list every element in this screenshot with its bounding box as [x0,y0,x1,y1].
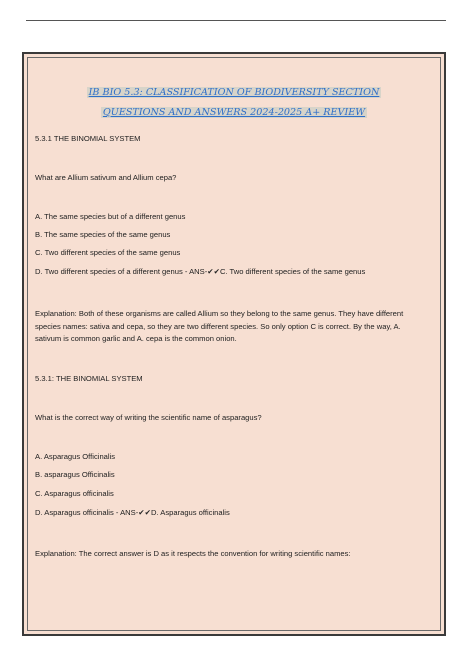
question-1: What are Allium sativum and Allium cepa? [35,173,177,182]
option-2c: C. Asparagus officinalis [35,489,114,498]
explanation-2: Explanation: The correct answer is D as it respects the convention for writing scientific names: [35,549,351,558]
section-heading-1: 5.3.1 THE BINOMIAL SYSTEM [35,134,141,143]
option-1c: C. Two different species of the same genus [35,248,181,257]
option-2a: A. Asparagus Officinalis [35,452,116,461]
document-title-line-2: QUESTIONS AND ANSWERS 2024-2025 A+ REVIEW [102,107,366,118]
option-2b: B. asparagus Officinalis [35,470,115,479]
option-1d-answer: D. Two different species of a different genus - ANS-✔✔C. Two different species of the same genus [35,267,366,276]
document-title-line-1: IB BIO 5.3: CLASSIFICATION OF BIODIVERSITY SECTION [88,87,380,98]
option-1b: B. The same species of the same genus [35,230,171,239]
section-heading-2: 5.3.1: THE BINOMIAL SYSTEM [35,374,143,383]
option-2d-answer: D. Asparagus officinalis - ANS-✔✔D. Asparagus officinalis [35,508,230,517]
document-page [22,52,446,636]
option-1a: A. The same species but of a different genus [35,212,186,221]
top-divider [26,20,446,21]
question-2: What is the correct way of writing the scientific name of asparagus? [35,413,262,422]
explanation-1: Explanation: Both of these organisms are called Allium so they belong to the same genus. They have different species names: sativa and cepa, so they are two different species. So only option C is correct. By the way, A. sativum is common garlic and A. cepa is the common onion. [35,309,404,343]
